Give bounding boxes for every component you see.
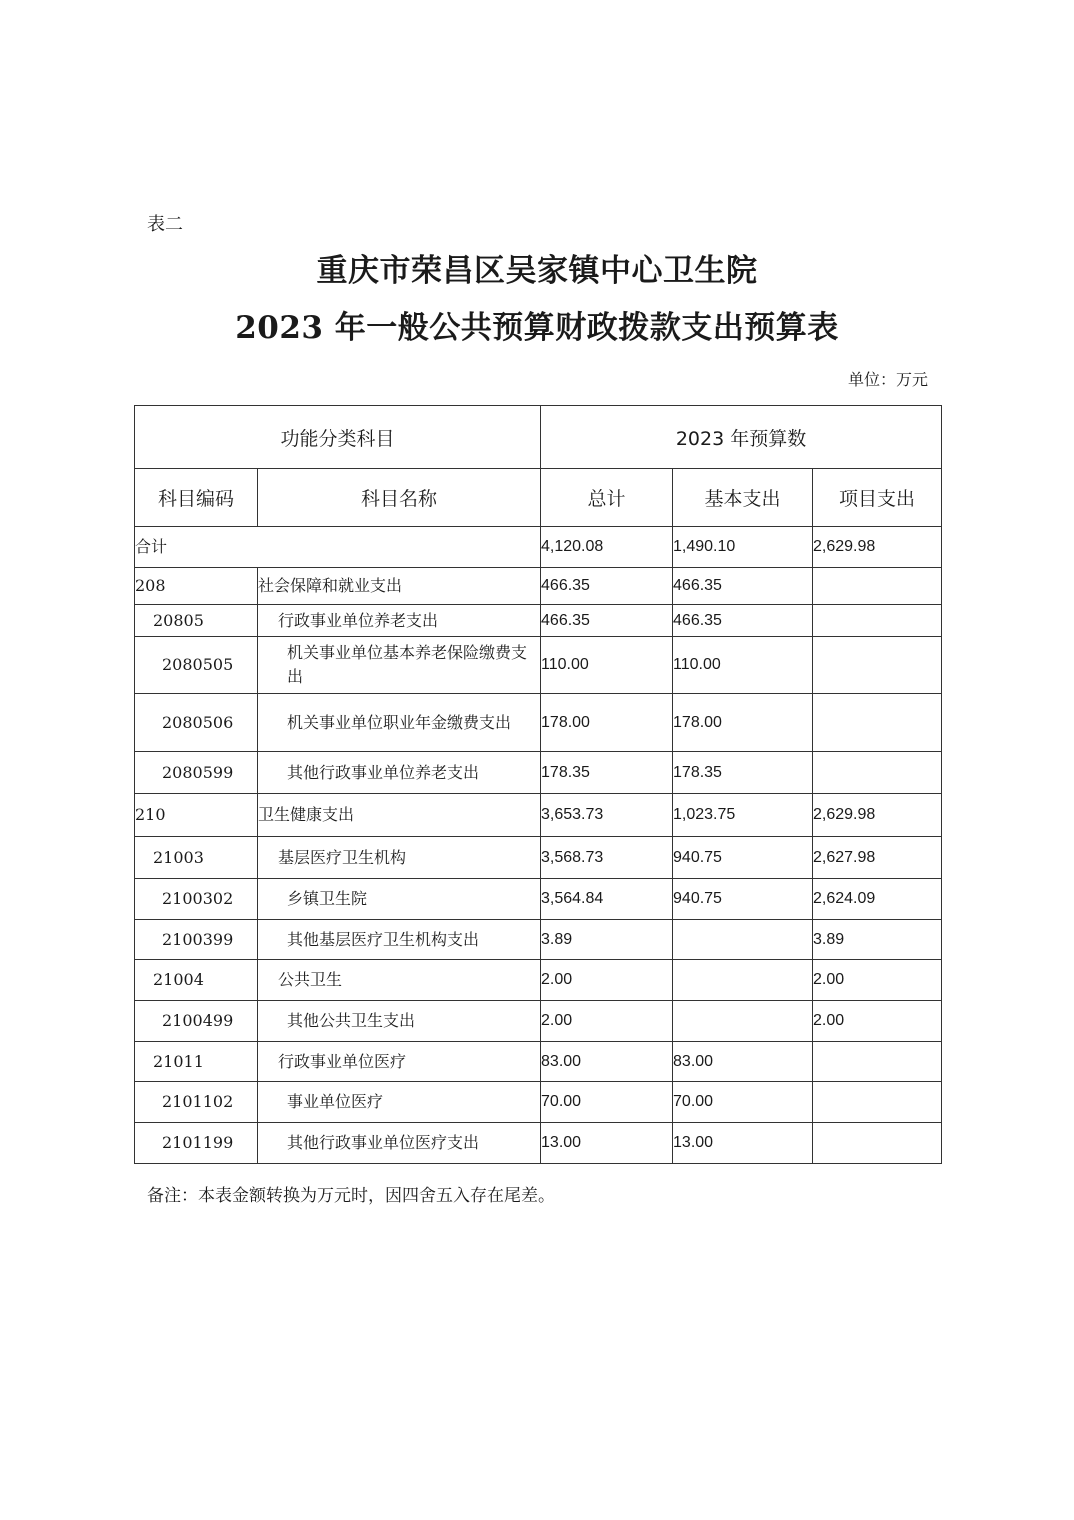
row-name: 行政事业单位养老支出 [258, 605, 541, 637]
row-basic: 466.35 [673, 605, 813, 637]
row-total: 3,564.84 [541, 879, 673, 920]
unit-label: 单位：万元 [847, 370, 928, 389]
row-total: 3.89 [541, 920, 673, 960]
document-title-line2: 2023 年一般公共预算财政拨款支出预算表 [235, 310, 839, 346]
row-code: 2080505 [135, 637, 258, 694]
name-column-header: 科目名称 [258, 469, 541, 527]
table-row [135, 1001, 942, 1042]
row-project: 2,629.98 [813, 794, 942, 837]
table-row [135, 879, 942, 920]
row-code: 2080599 [135, 752, 258, 794]
budget-header: 2023 年预算数 [541, 406, 942, 469]
row-basic: 70.00 [673, 1082, 813, 1123]
table-row [135, 1082, 942, 1123]
table-row [135, 920, 942, 960]
row-basic: 178.00 [673, 694, 813, 752]
total-row-basic: 1,490.10 [673, 527, 813, 568]
row-total: 110.00 [541, 637, 673, 694]
row-total: 83.00 [541, 1042, 673, 1082]
row-project [813, 1123, 942, 1164]
row-project [813, 637, 942, 694]
code-column-header: 科目编码 [135, 469, 258, 527]
row-project: 2,627.98 [813, 837, 942, 879]
row-total: 178.35 [541, 752, 673, 794]
row-code: 2101199 [135, 1123, 258, 1164]
row-code: 208 [135, 568, 258, 605]
table-row [135, 637, 942, 694]
row-code: 210 [135, 794, 258, 837]
budget-table [134, 405, 942, 1164]
group-header-row [135, 406, 942, 469]
row-basic [673, 960, 813, 1001]
row-name: 事业单位医疗 [258, 1082, 541, 1123]
table-row [135, 694, 942, 752]
table-label: 表二 [147, 214, 183, 235]
row-basic: 178.35 [673, 752, 813, 794]
row-project [813, 752, 942, 794]
row-total: 70.00 [541, 1082, 673, 1123]
row-project [813, 1082, 942, 1123]
row-code: 21003 [135, 837, 258, 879]
table-row [135, 837, 942, 879]
row-name: 乡镇卫生院 [258, 879, 541, 920]
table-row [135, 960, 942, 1001]
classification-header: 功能分类科目 [135, 406, 541, 469]
row-project [813, 694, 942, 752]
row-project [813, 568, 942, 605]
row-name: 基层医疗卫生机构 [258, 837, 541, 879]
row-total: 13.00 [541, 1123, 673, 1164]
total-column-header: 总计 [541, 469, 673, 527]
row-code: 2100302 [135, 879, 258, 920]
row-name: 其他行政事业单位养老支出 [258, 752, 541, 794]
row-project: 2,624.09 [813, 879, 942, 920]
row-name: 卫生健康支出 [258, 794, 541, 837]
basic-column-header: 基本支出 [673, 469, 813, 527]
table-row [135, 752, 942, 794]
row-basic: 940.75 [673, 837, 813, 879]
row-code: 21004 [135, 960, 258, 1001]
row-code: 2080506 [135, 694, 258, 752]
row-total: 2.00 [541, 960, 673, 1001]
project-column-header: 项目支出 [813, 469, 942, 527]
row-name: 公共卫生 [258, 960, 541, 1001]
footnote: 备注：本表金额转换为万元时，因四舍五入存在尾差。 [147, 1186, 555, 1206]
total-row-total: 4,120.08 [541, 527, 673, 568]
column-header-row [135, 469, 942, 527]
row-name: 社会保障和就业支出 [258, 568, 541, 605]
row-name: 其他行政事业单位医疗支出 [258, 1123, 541, 1164]
row-project [813, 605, 942, 637]
row-name: 机关事业单位基本养老保险缴费支出 [258, 637, 541, 694]
row-name: 其他公共卫生支出 [258, 1001, 541, 1042]
table-row [135, 605, 942, 637]
table-row [135, 1123, 942, 1164]
row-name: 其他基层医疗卫生机构支出 [258, 920, 541, 960]
row-project [813, 1042, 942, 1082]
row-total: 466.35 [541, 568, 673, 605]
row-project: 2.00 [813, 1001, 942, 1042]
row-code: 2101102 [135, 1082, 258, 1123]
row-code: 2100499 [135, 1001, 258, 1042]
row-basic: 466.35 [673, 568, 813, 605]
row-name: 机关事业单位职业年金缴费支出 [258, 694, 541, 752]
row-basic: 940.75 [673, 879, 813, 920]
row-basic: 1,023.75 [673, 794, 813, 837]
document-title-line1: 重庆市荣昌区吴家镇中心卫生院 [316, 253, 758, 289]
row-code: 21011 [135, 1042, 258, 1082]
table-row [135, 1042, 942, 1082]
row-basic: 110.00 [673, 637, 813, 694]
row-total: 3,653.73 [541, 794, 673, 837]
row-code: 20805 [135, 605, 258, 637]
table-row [135, 568, 942, 605]
row-total: 466.35 [541, 605, 673, 637]
total-row [135, 527, 942, 568]
row-basic [673, 920, 813, 960]
row-basic [673, 1001, 813, 1042]
total-row-label: 合计 [135, 527, 541, 568]
row-total: 3,568.73 [541, 837, 673, 879]
row-project: 3.89 [813, 920, 942, 960]
total-row-project: 2,629.98 [813, 527, 942, 568]
table-row [135, 794, 942, 837]
row-code: 2100399 [135, 920, 258, 960]
row-basic: 13.00 [673, 1123, 813, 1164]
row-total: 2.00 [541, 1001, 673, 1042]
row-total: 178.00 [541, 694, 673, 752]
row-project: 2.00 [813, 960, 942, 1001]
row-basic: 83.00 [673, 1042, 813, 1082]
row-name: 行政事业单位医疗 [258, 1042, 541, 1082]
